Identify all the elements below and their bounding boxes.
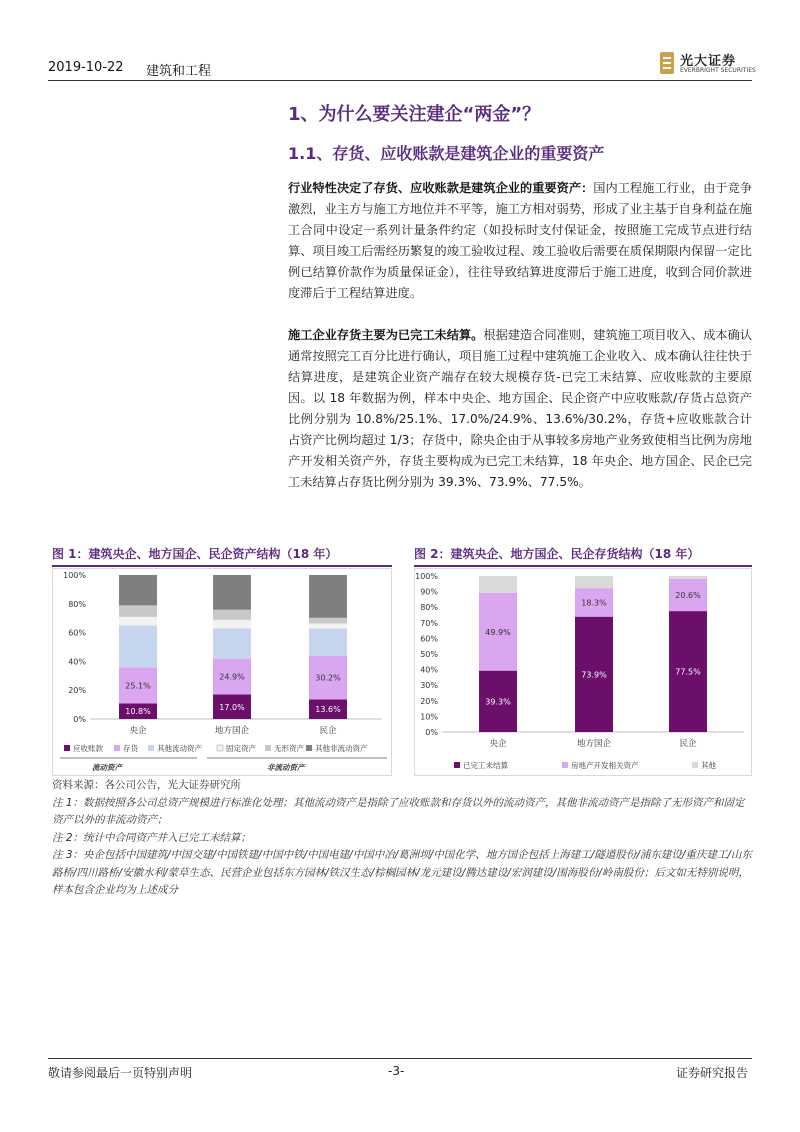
legend-swatch [148, 745, 154, 751]
legend-label: 固定资产 [226, 744, 256, 753]
data-label: 73.9% [581, 670, 607, 680]
y-tick-label: 40% [420, 665, 438, 675]
legend-swatch [64, 745, 70, 751]
y-tick-label: 0% [425, 728, 438, 737]
bar-segment [479, 576, 517, 593]
x-tick-label: 民企 [679, 739, 697, 749]
bar-segment [309, 575, 347, 618]
y-tick-label: 50% [420, 650, 438, 659]
bar-segment [213, 575, 251, 610]
y-tick-label: 10% [420, 712, 438, 722]
note-2: 注 2：统计中合同资产并入已完工未结算； [52, 831, 252, 844]
y-tick-label: 30% [420, 681, 438, 691]
figure-1-title: 图 1：建筑央企、地方国企、民企资产结构（18 年） [52, 547, 338, 561]
y-tick-label: 80% [68, 599, 86, 609]
legend-group-label: 流动资产 [92, 763, 122, 772]
y-tick-label: 90% [420, 587, 438, 597]
legend-label: 其他 [701, 761, 716, 770]
x-tick-label: 地方国企 [214, 726, 250, 736]
data-label: 49.9% [485, 627, 511, 637]
legend-label: 无形资产 [274, 744, 304, 753]
bar-segment [119, 617, 157, 626]
data-label: 24.9% [219, 672, 245, 682]
bar-segment [309, 629, 347, 656]
bar-segment [119, 626, 157, 668]
bar-segment [309, 624, 347, 629]
paragraph-2 [288, 325, 752, 493]
x-tick-label: 央企 [129, 726, 147, 736]
report-date: 2019-10-22 [48, 60, 124, 75]
section-heading: 1、为什么要关注建企“两金”？ [288, 104, 541, 125]
bar-segment [669, 576, 707, 579]
footer-report-type: 证券研究报告 [676, 1066, 749, 1080]
legend-swatch [692, 762, 698, 768]
legend-label: 房地产开发相关资产 [571, 761, 639, 770]
bar-segment [213, 620, 251, 629]
bar-segment [119, 605, 157, 617]
figure-2-title: 图 2：建筑央企、地方国企、民企存货结构（18 年） [414, 547, 700, 561]
data-label: 20.6% [675, 591, 701, 601]
note-1: 注 1：数据按照各公司总资产规模进行标准化处理；其他流动资产是指除了应收账款和存货以外的流动资产，其他非流动资产是指除了无形资产和固定资产以外的非流动资产； [52, 796, 745, 826]
logo-icon [660, 52, 674, 74]
legend-label: 已完工未结算 [463, 761, 508, 770]
y-tick-label: 70% [420, 618, 438, 628]
legend-swatch [454, 762, 460, 768]
legend-label: 存货 [123, 744, 138, 753]
y-tick-label: 0% [73, 715, 86, 724]
y-tick-label: 100% [63, 571, 86, 580]
paragraph-1-lead: 行业特性决定了存货、应收账款是建筑企业的重要资产： [288, 181, 594, 195]
figure-notes [52, 777, 752, 900]
y-tick-label: 100% [415, 572, 438, 581]
legend-swatch [265, 745, 271, 751]
y-tick-label: 20% [420, 696, 438, 706]
paragraph-2-lead: 施工企业存货主要为已完工未结算。 [288, 328, 484, 342]
logo-text-cn: 光大证券 [680, 54, 737, 69]
inventory-structure-chart [414, 568, 752, 776]
header-divider [48, 80, 752, 81]
figure-1-rule [52, 565, 392, 567]
report-sector: 建筑和工程 [146, 64, 212, 79]
footer-divider [48, 1058, 752, 1059]
y-tick-label: 40% [68, 657, 86, 667]
source-note: 资料来源：各公司公告，光大证券研究所 [52, 779, 241, 791]
paragraph-1-body: 国内工程施工行业，由于竞争激烈，业主方与施工方地位并不平等，施工方相对弱势，形成了业主基于自身利益在施工合同中设定一系列计量条件约定（如投标时支付保证金，按照施工完成节点进行结算、项目竣工后需经历繁复的竣工验收过程、竣工验收后需要在质保期限内保留一定比例已结算价款作为质量保证金），往往导致结算进度滞后于施工进度，收到合同价款进度滞后于工程结算进度。 [288, 181, 753, 300]
bar-segment [213, 610, 251, 620]
y-tick-label: 80% [420, 603, 438, 613]
data-label: 18.3% [581, 598, 607, 608]
x-tick-label: 央企 [489, 739, 507, 749]
note-3: 注 3：央企包括中国建筑/中国交建/中国铁建/中国中铁/中国电建/中国中冶/葛洲坝/中国化学、地方国企包括上海建工/隧道股份/浦东建设/重庆建工/山东路桥/四川路桥/安徽水利/蒙草生态、民营企业包括东方园林/铁汉生态/棕榈园林/龙元建设/腾达建设/宏润建设/围海股份/岭南股份；后文如无特别说明，样本包含企业均为上述成分 [52, 849, 752, 896]
legend-swatch [114, 745, 120, 751]
data-label: 30.2% [315, 673, 341, 683]
company-logo [660, 50, 755, 76]
legend-label: 其他非流动资产 [315, 744, 368, 753]
y-tick-label: 20% [68, 686, 86, 696]
bar-segment [119, 575, 157, 605]
paragraph-1 [288, 178, 752, 304]
subsection-heading: 1.1、存货、应收账款是建筑企业的重要资产 [288, 144, 605, 163]
legend-label: 其他流动资产 [157, 744, 202, 753]
y-tick-label: 60% [420, 634, 438, 644]
data-label: 77.5% [675, 667, 701, 677]
data-label: 13.6% [315, 705, 341, 715]
data-label: 39.3% [485, 697, 511, 707]
bar-segment [213, 628, 251, 658]
logo-text-en: EVERBRIGHT SECURITIES [680, 67, 756, 74]
bar-segment [309, 618, 347, 624]
legend-swatch [306, 745, 312, 751]
y-tick-label: 60% [68, 628, 86, 638]
legend-group-label: 非流动资产 [267, 763, 305, 772]
footer-disclaimer: 敬请参阅最后一页特别声明 [48, 1066, 193, 1080]
bar-segment [575, 576, 613, 588]
x-tick-label: 地方国企 [576, 739, 612, 749]
figure-2-rule [414, 565, 752, 567]
data-label: 10.8% [125, 707, 151, 717]
legend-swatch [217, 745, 223, 751]
asset-structure-chart [52, 568, 392, 776]
legend-label: 应收账款 [73, 744, 103, 753]
x-tick-label: 民企 [319, 726, 337, 736]
legend-swatch [562, 762, 568, 768]
paragraph-2-body: 根据建造合同准则，建筑施工项目收入、成本确认通常按照完工百分比进行确认，项目施工过程中建筑施工企业收入、成本确认往往快于结算进度，是建筑企业资产端存在较大规模存货-已完工未结算、应收账款的主要原因。以 18 年数据为例，样本中央企、地方国企、民企资产中应收账款/存货占总资产比例分别为 10.8%/25.1%、17.0%/24.9%、13.6%/30.2%，存货+应收账款合计占资产比例均超过 1/3；存货中，除央企由于从事较多房地产业务致使相当比例为房地产开发相关资产外，存货主要构成为已完工未结算，18 年央企、地方国企、民企已完工未结算占存货比例分别为 39.3%、73.9%、77.5%。 [288, 328, 753, 489]
data-label: 25.1% [125, 681, 151, 691]
page-number: -3- [388, 1064, 405, 1078]
data-label: 17.0% [219, 702, 245, 712]
